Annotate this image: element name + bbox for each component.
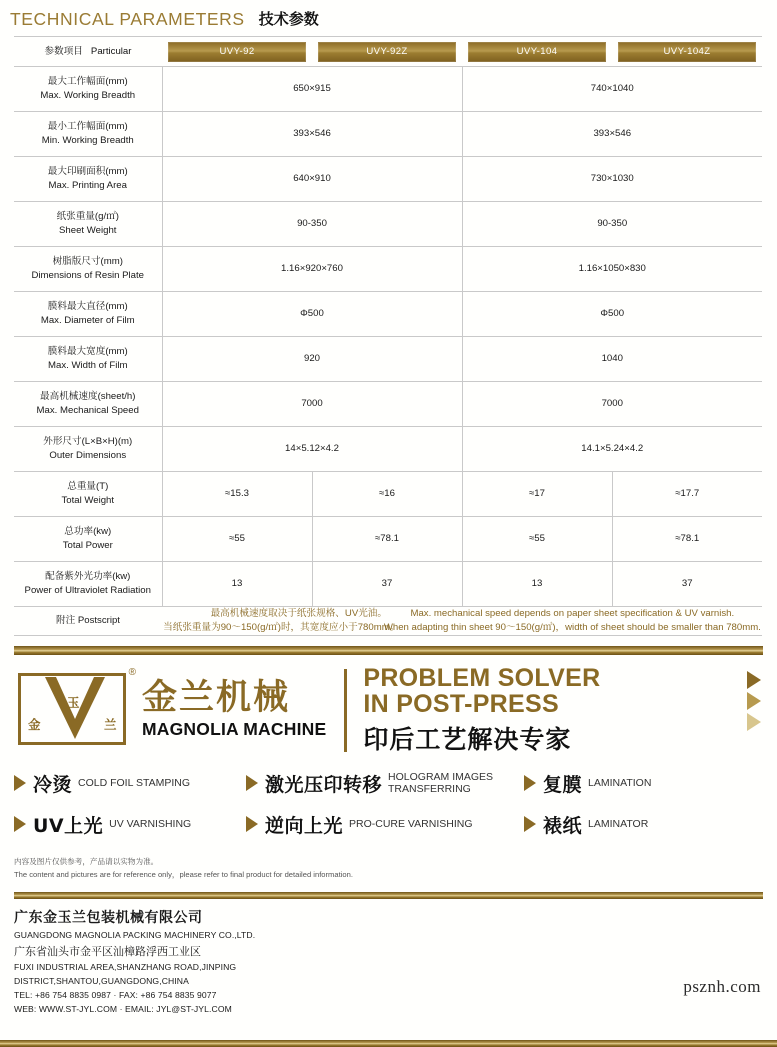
row-value: 37 xyxy=(312,562,462,607)
header-label-cell xyxy=(14,37,162,67)
row-value: 7000 xyxy=(462,382,762,427)
brand-name-cn: 金兰机械 xyxy=(142,678,291,719)
model-chip-1: UVY-92 xyxy=(168,42,306,62)
row-label-en: Total Power xyxy=(62,540,113,551)
footer-company-cn: 广东金玉兰包装机械有限公司 xyxy=(14,909,203,926)
slogan-en-line2: IN POST-PRESS xyxy=(363,690,559,719)
disclaimer xyxy=(14,856,763,882)
table-row xyxy=(14,157,762,202)
row-value: Φ500 xyxy=(162,292,462,337)
model-chip-4: UVY-104Z xyxy=(618,42,756,62)
row-label xyxy=(14,157,162,202)
row-value: 920 xyxy=(162,337,462,382)
registered-trademark-icon: ® xyxy=(128,667,136,679)
feature-label-cn: 裱纸 xyxy=(543,814,583,837)
feature-label-en: LAMINATOR xyxy=(588,818,649,831)
footer-contact-block xyxy=(14,907,763,1017)
gold-divider-bottom xyxy=(14,892,763,899)
footer-tel-fax: TEL: +86 754 8835 0987 · FAX: +86 754 8835 9077 xyxy=(14,989,217,1000)
feature-label-cn: 复膜 xyxy=(543,773,583,796)
table-row xyxy=(14,382,762,427)
table-header-row xyxy=(14,37,762,67)
table-row xyxy=(14,112,762,157)
header-label-cn: 参数项目 xyxy=(44,45,83,57)
table-row xyxy=(14,562,762,607)
row-label-en: Max. Diameter of Film xyxy=(40,315,135,326)
row-label-cn: 总重量(T) xyxy=(67,481,109,493)
row-value: 7000 xyxy=(162,382,462,427)
gold-bar-footer-edge xyxy=(0,1040,777,1047)
row-label xyxy=(14,562,162,607)
row-label-cn: 最高机械速度(sheet/h) xyxy=(40,391,136,403)
model-chip-3: UVY-104 xyxy=(468,42,606,62)
brand-block xyxy=(14,665,763,756)
table-row xyxy=(14,202,762,247)
feature-item-uv-varnishing xyxy=(14,811,246,838)
row-label-cn: 膜料最大直径(mm) xyxy=(47,301,128,313)
row-value: ≈15.3 xyxy=(162,472,312,517)
row-label-cn: 最大工作幅面(mm) xyxy=(47,76,128,88)
row-label-en: Min. Working Breadth xyxy=(41,135,134,146)
feature-label-cn: 逆向上光 xyxy=(265,814,344,837)
row-value: 14×5.12×4.2 xyxy=(162,427,462,472)
row-label xyxy=(14,517,162,562)
row-value: 650×915 xyxy=(162,67,462,112)
row-label-en: Max. Mechanical Speed xyxy=(36,405,139,416)
table-row xyxy=(14,517,762,562)
row-label-cn: 树脂版尺寸(mm) xyxy=(52,256,123,268)
row-value: 1.16×1050×830 xyxy=(462,247,762,292)
feature-label-cn: 激光压印转移 xyxy=(265,773,383,796)
row-label-en: Sheet Weight xyxy=(59,225,117,236)
slogan-block xyxy=(363,665,763,756)
row-label-cn: 膜料最大宽度(mm) xyxy=(47,346,128,358)
row-label-cn: 最大印刷面积(mm) xyxy=(47,166,128,178)
row-value: ≈16 xyxy=(312,472,462,517)
table-row xyxy=(14,472,762,517)
header-label-en: Particular xyxy=(90,45,132,57)
footer-address-cn: 广东省汕头市金平区汕樟路浮西工业区 xyxy=(14,945,201,959)
logo-char-2: 玉 xyxy=(67,695,80,711)
disclaimer-en: The content and pictures are for reference only，please refer to final product for detailed information. xyxy=(14,869,353,879)
footer-address-en-line2: DISTRICT,SHANTOU,GUANGDONG,CHINA xyxy=(14,975,189,986)
row-label-en: Outer Dimensions xyxy=(49,450,127,461)
feature-list xyxy=(14,770,763,838)
chevron-right-icon xyxy=(747,671,761,731)
row-label xyxy=(14,427,162,472)
model-chip-2: UVY-92Z xyxy=(318,42,456,62)
page-title-cn: 技术参数 xyxy=(258,11,319,28)
arrow-right-icon xyxy=(524,816,536,832)
row-label xyxy=(14,202,162,247)
feature-label-cn: 冷烫 xyxy=(33,773,73,796)
row-value: 13 xyxy=(162,562,312,607)
row-value: 1.16×920×760 xyxy=(162,247,462,292)
technical-parameters-table xyxy=(14,36,762,636)
arrow-right-icon xyxy=(524,775,536,791)
postscript-line1-en: Max. mechanical speed depends on paper sheet specification & UV varnish. xyxy=(410,608,735,619)
table-row xyxy=(14,247,762,292)
row-label-en: Max. Width of Film xyxy=(48,360,128,371)
feature-item-laminator xyxy=(524,811,763,838)
arrow-right-icon xyxy=(14,775,26,791)
row-label xyxy=(14,67,162,112)
row-label-cn: 纸张重量(g/㎡) xyxy=(56,211,119,223)
postscript-line1-cn: 最高机械速度取决于纸张规格、UV光油。 xyxy=(210,608,387,619)
disclaimer-cn: 内容及图片仅供参考，产品请以实物为准。 xyxy=(14,856,159,866)
row-value: 740×1040 xyxy=(462,67,762,112)
feature-item-lamination xyxy=(524,770,763,797)
footer xyxy=(14,907,763,1017)
row-value: ≈17 xyxy=(462,472,612,517)
row-label xyxy=(14,112,162,157)
footer-web-email: WEB: WWW.ST-JYL.COM · EMAIL: JYL@ST-JYL.COM xyxy=(14,1003,232,1014)
row-value: 14.1×5.24×4.2 xyxy=(462,427,762,472)
arrow-right-icon xyxy=(14,816,26,832)
logo-char-1: 金 xyxy=(28,717,41,733)
row-value: ≈78.1 xyxy=(312,517,462,562)
postscript-body xyxy=(162,607,762,636)
feature-label-en: UV VARNISHING xyxy=(109,818,192,831)
postscript-label-en: Postscript xyxy=(77,614,120,626)
row-label xyxy=(14,472,162,517)
row-label xyxy=(14,337,162,382)
row-label xyxy=(14,247,162,292)
page-title xyxy=(0,0,777,34)
model-header-cell xyxy=(162,37,312,67)
feature-label-en: LAMINATION xyxy=(588,777,652,790)
row-label-cn: 总功率(kw) xyxy=(64,526,112,538)
row-value: 393×546 xyxy=(162,112,462,157)
watermark: psznh.com xyxy=(683,976,761,996)
table-row xyxy=(14,67,762,112)
feature-label-en: PRO-CURE VARNISHING xyxy=(349,818,473,831)
row-label-cn: 配备紫外光功率(kw) xyxy=(45,571,131,583)
row-value: 730×1030 xyxy=(462,157,762,202)
arrow-right-icon xyxy=(246,775,258,791)
gold-divider-top xyxy=(14,646,763,655)
postscript-label xyxy=(14,607,162,636)
row-value: ≈55 xyxy=(162,517,312,562)
row-label xyxy=(14,382,162,427)
row-label-en: Max. Printing Area xyxy=(48,180,127,191)
vertical-divider xyxy=(344,669,347,752)
postscript-label-cn: 附注 xyxy=(56,614,76,626)
feature-item-hologram xyxy=(246,770,524,797)
row-value: 393×546 xyxy=(462,112,762,157)
feature-item-pro-cure xyxy=(246,811,524,838)
model-header-cell xyxy=(462,37,612,67)
feature-item-cold-foil xyxy=(14,770,246,797)
row-value: 90-350 xyxy=(162,202,462,247)
row-value: ≈17.7 xyxy=(612,472,762,517)
table-row xyxy=(14,337,762,382)
model-header-cell xyxy=(312,37,462,67)
feature-label-en: HOLOGRAM IMAGES TRANSFERRING xyxy=(388,771,494,796)
row-value: 1040 xyxy=(462,337,762,382)
table-row xyxy=(14,292,762,337)
feature-label-cn: UV上光 xyxy=(33,814,104,837)
postscript-line2-en: When adapting thin sheet 90～150(g/㎡)，width of sheet should be smaller than 780mm. xyxy=(383,621,761,633)
postscript-line2-cn: 当纸张重量为90～150(g/㎡)时，其宽度应小于780mm。 xyxy=(163,621,400,633)
row-label-en: Dimensions of Resin Plate xyxy=(31,270,144,281)
row-label-cn: 最小工作幅面(mm) xyxy=(47,121,128,133)
table-row xyxy=(14,427,762,472)
row-label xyxy=(14,292,162,337)
slogan-en-line1: PROBLEM SOLVER xyxy=(363,663,601,692)
row-value: 37 xyxy=(612,562,762,607)
footer-address-en-line1: FUXI INDUSTRIAL AREA,SHANZHANG ROAD,JINPING xyxy=(14,962,237,973)
row-value: Φ500 xyxy=(462,292,762,337)
logo-char-3: 兰 xyxy=(104,717,117,733)
row-label-cn: 外形尺寸(L×B×H)(m) xyxy=(43,436,133,448)
row-value: 90-350 xyxy=(462,202,762,247)
footer-company-en: GUANGDONG MAGNOLIA PACKING MACHINERY CO.,LTD. xyxy=(14,930,256,941)
row-value: ≈78.1 xyxy=(612,517,762,562)
row-value: ≈55 xyxy=(462,517,612,562)
slogan-cn: 印后工艺解决专家 xyxy=(363,724,572,754)
page-title-en: TECHNICAL PARAMETERS xyxy=(10,9,245,29)
feature-label-en: COLD FOIL STAMPING xyxy=(78,777,191,790)
brand-name-en: MAGNOLIA MACHINE xyxy=(142,719,327,740)
model-header-cell xyxy=(612,37,762,67)
row-label-en: Power of Ultraviolet Radiation xyxy=(24,585,151,596)
row-label-en: Total Weight xyxy=(61,495,115,506)
arrow-right-icon xyxy=(246,816,258,832)
row-value: 640×910 xyxy=(162,157,462,202)
company-logo-icon xyxy=(14,667,136,753)
brand-names xyxy=(136,680,326,740)
row-value: 13 xyxy=(462,562,612,607)
row-label-en: Max. Working Breadth xyxy=(40,90,136,101)
postscript-row xyxy=(14,607,762,636)
